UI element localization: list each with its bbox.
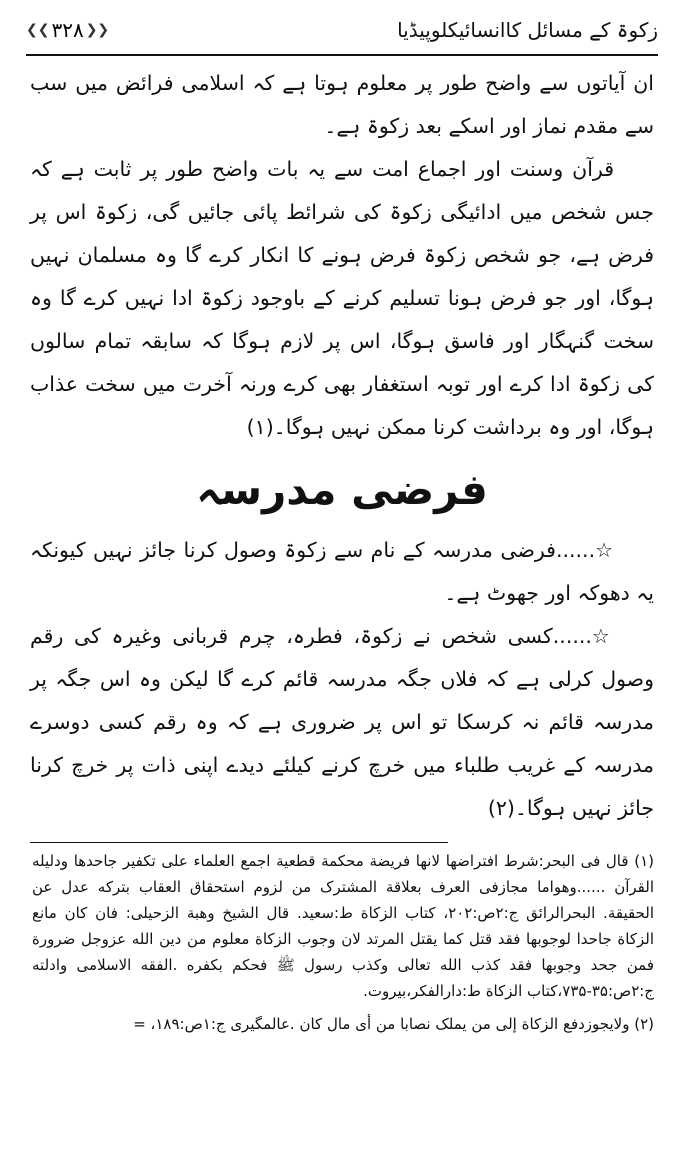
- ornament-icon: ❮❮: [26, 22, 50, 38]
- bullet-text: ......فرضی مدرسہ کے نام سے زکوۃ وصول کرنا جائز نہیں کیونکہ یہ دھوکہ اور جھوٹ ہے۔: [30, 538, 654, 605]
- star-icon: ☆: [595, 538, 614, 562]
- page-number: [26, 18, 109, 42]
- paragraph: قرآن وسنت اور اجماع امت سے یہ بات واضح طور پر ثابت ہے کہ جس شخص میں ادائیگی زکوۃ کی شرائط پائی جائیں گی، زکوۃ اس پر فرض ہے، جو شخص زکوۃ فرض ہونے کا انکار کرے گا وہ مسلمان نہیں ہوگا، اور جو فرض ہونا تسلیم کرنے کے باوجود زکوۃ ادا نہیں کرے گا وہ سخت گنہگار اور فاسق ہوگا، اس پر لازم ہوگا کہ سابقہ تمام سالوں کی زکوۃ ادا کرے اور توبہ استغفار بھی کرے ورنہ آخرت میں سخت عذاب ہوگا، اور وہ برداشت کرنا ممکن نہیں ہوگا۔(۱): [30, 157, 654, 439]
- header-divider: [26, 54, 658, 56]
- footnote-divider: [30, 842, 448, 843]
- running-title: زکوۃ کے مسائل کاانسائیکلوپیڈیا: [397, 18, 658, 42]
- paragraph: ان آیاتوں سے واضح طور پر معلوم ہوتا ہے کہ اسلامی فرائض میں سب سے مقدم نماز اور اسکے بعد زکوۃ ہے۔: [30, 71, 654, 138]
- footnote: (۱) قال فی البحر:شرط افتراضها لانها فریضة محکمة قطعیة اجمع العلماء علی تکفیر جاحدها ودلیله القرآن ......وهواما مجازفی العرف بعلاقة المشترک من لزوم استحقاق العقاب بترکه عدل عن الحقیقة. البحرالرائق ج:۲ص:۲۰۲، کتاب الزکاة ط:سعید. قال الشیخ وهبة الزحیلی: فان کان مانع الزکاة جاحدا لوجوبها فقد قتل کما یقتل المرتد لان وجوب الزکاة معلوم من دین الله عزوجل ضرورة فمن جحد وجوبها فقد کذب الله تعالی وکذب رسول ﷺ فحکم بکفره .الفقه الاسلامی وادلته ج:۲ص:۳۵-۷۳۵،کتاب الزکاة ط:دارالفکر،بیروت.: [32, 852, 654, 1000]
- main-text: [30, 62, 654, 830]
- bullet-text: ......کسی شخص نے زکوۃ، فطرہ، چرم قربانی وغیرہ کی رقم وصول کرلی ہے کہ فلاں جگہ مدرسہ قائم کرے گا لیکن وہ اس جگہ پر مدرسہ قائم نہ کرسکا تو اس پر ضروری ہے کہ وہ رقم کسی دوسرے مدرسہ کے غریب طلباء میں خرچ کرنے کیلئے دیدے اپنی ذات پر خرچ کرنا جائز نہیں ہوگا۔(۲): [30, 624, 654, 820]
- ornament-icon: ❯❯: [85, 22, 110, 38]
- page-header: [26, 10, 658, 50]
- bullet-paragraph: [30, 529, 654, 615]
- star-icon: ☆: [591, 624, 615, 648]
- page-number-text: ۳۲۸: [51, 18, 84, 42]
- section-heading: فرضی مدرسہ: [196, 465, 488, 514]
- footnote: (۲) ولایجوزدفع الزکاة إلی من یملک نصابا من أی مال کان .عالمگیری ج:۱ص:۱۸۹، =: [133, 1015, 654, 1033]
- footnotes: [32, 848, 654, 1037]
- bullet-paragraph: [30, 615, 654, 830]
